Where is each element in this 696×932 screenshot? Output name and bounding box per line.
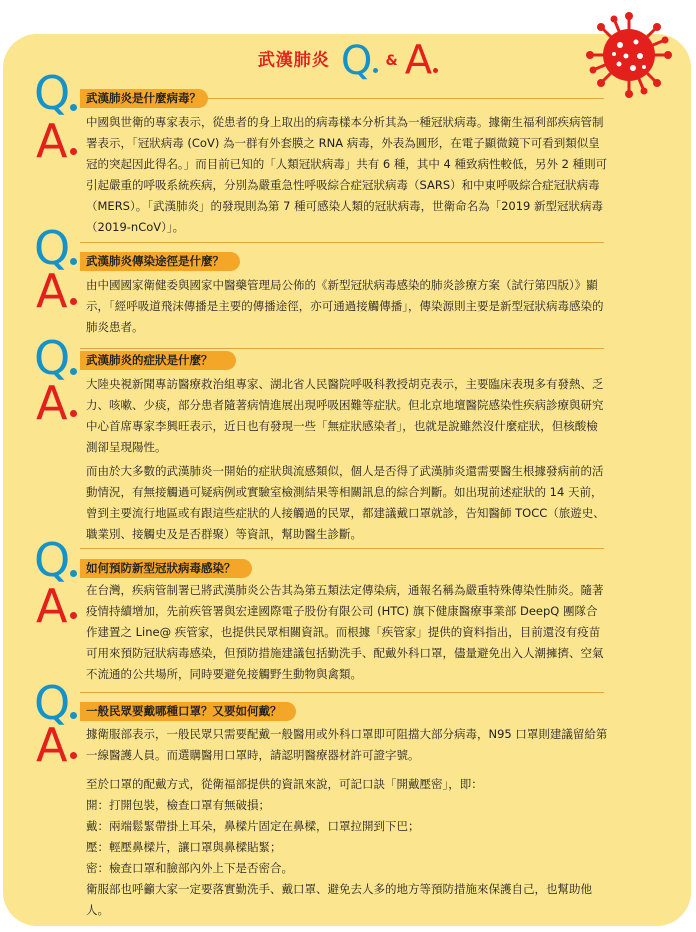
question-text: 武漢肺炎是什麼病毒？ — [86, 91, 201, 105]
a-mark: A — [36, 579, 68, 633]
a-dot — [70, 298, 77, 305]
a-mark: A — [36, 376, 68, 430]
answer-line: 戴：兩端鬆緊帶掛上耳朵，鼻樑片固定在鼻樑，口罩拉開到下巴； — [86, 819, 420, 833]
question-rule — [80, 692, 604, 693]
answer-line: 壓：輕壓鼻樑片，讓口罩與鼻樑貼緊； — [86, 840, 282, 854]
question-rule — [80, 548, 604, 549]
q-mark: Q — [34, 66, 71, 120]
answer-paragraph: 據衛服部表示，一般民眾只需要配戴一般醫用或外科口罩即可阻擋大部分病毒，N95 口罩則建議留給第一線醫護人員。而選購醫用口罩時，請認明醫療器材許可證字號。 — [86, 727, 608, 762]
answer-paragraph: 大陸央視新聞專訪醫療救治組專家、湖北省人民醫院呼吸科教授胡克表示，主要臨床表現多有發熱、乏力、咳嗽、少痰，部分患者隨著病情進展出現呼吸困難等症狀。但北京地壇醫院感染性疾病診療與研究中心首席專家李興旺表示，近日也有發現一些「無症狀感染者」，也就是說雖然沒什麼症狀，但核酸檢測卻呈現陽性。 — [86, 377, 604, 454]
question-rule — [80, 348, 604, 349]
q-mark: Q — [34, 676, 71, 730]
q-dot — [70, 258, 77, 265]
question-text: 如何預防新型冠狀病毒感染？ — [86, 561, 236, 575]
answer-paragraph: 中國與世衛的專家表示，從患者的身上取出的病毒樣本分析其為一種冠狀病毒。據衛生福利部疾病管制署表示，「冠狀病毒 (CoV) 為一群有外套膜之 RNA 病毒，外表為圓形，在電子顯微鏡下可看到類似皇冠的突起因此得名。」而目前已知的「人類冠狀病毒」共有 6 種，其中 4 種致病性較低，另外 2 種則可引起嚴重的呼吸系統疾病，分別為嚴重急性呼吸綜合症冠狀病毒（SARS）和中東呼吸綜合症冠狀病毒（MERS）。「武漢肺炎」的發現則為第 7 種可感染人類的冠狀病毒，世衛命名為「2019 新型冠狀病毒（2019-nCoV）」。 — [86, 115, 608, 234]
q-mark: Q — [34, 533, 71, 587]
answer-text — [86, 112, 608, 238]
a-mark: A — [36, 264, 68, 318]
a-mark: A — [36, 114, 68, 168]
title-q-dot — [373, 68, 378, 73]
q-dot — [70, 570, 77, 577]
answer-text — [86, 580, 608, 685]
answer-text — [86, 724, 608, 921]
title-text: 武漢肺炎 — [257, 50, 330, 71]
answer-paragraph: 至於口罩的配戴方式，從衛福部提供的資訊來說，可記口訣「開戴壓密」，即： — [86, 777, 483, 791]
q-dot — [70, 368, 77, 375]
answer-text — [86, 275, 608, 338]
question-text: 武漢肺炎傳染途徑是什麼？ — [86, 254, 224, 268]
a-dot — [70, 752, 77, 759]
answer-paragraph: 在台灣，疾病管制署已將武漢肺炎公告其為第五類法定傳染病，通報名稱為嚴重特殊傳染性肺炎。隨著疫情持續增加，先前疾管署與宏達國際電子股份有限公司 (HTC) 旗下健康醫療事業部 DeepQ 團隊合作建置之 Line@ 疾管家，也提供民眾相關資訊。而根據「疾管家」提供的資料指出，目前還沒有疫苗可用來預防冠狀病毒感染，但預防措施建議包括勤洗手、配戴外科口罩，儘量避免出入人潮擁擠、空氣不流通的公共場所，同時要避免接觸野生動物與禽類。 — [86, 583, 604, 681]
question-text: 一般民眾要戴哪種口罩？又要如何戴？ — [86, 704, 282, 718]
title-amp: & — [385, 52, 398, 69]
q-dot — [70, 104, 77, 111]
q-mark: Q — [34, 331, 71, 385]
a-mark: A — [36, 718, 68, 772]
question-rule — [80, 242, 604, 243]
title-a-dot — [433, 68, 438, 73]
a-dot — [70, 410, 77, 417]
answer-text — [86, 374, 608, 545]
answer-paragraph: 而由於大多數的武漢肺炎一開始的症狀與流感類似，個人是否得了武漢肺炎還需要醫生根據發病前的活動情況，有無接觸過可疑病例或實驗室檢測結果等相關訊息的綜合判斷。如出現前述症狀的 14 天前，曾到主要流行地區或有跟這些症狀的人接觸過的民眾，都建議戴口罩就診，告知醫師 TOCC（旅遊史、職業別、接觸史及是否群聚）等資訊，幫助醫生診斷。 — [86, 464, 605, 541]
q-mark: Q — [34, 221, 71, 275]
title-q: Q — [340, 37, 373, 84]
answer-line: 密：檢查口罩和臉部內外上下是否密合。 — [86, 861, 293, 875]
answer-line: 開：打開包裝，檢查口罩有無破損； — [86, 798, 270, 812]
a-dot — [70, 148, 77, 155]
answer-paragraph: 衛服部也呼籲大家一定要落實勤洗手、戴口罩、避免去人多的地方等預防措施來保護自己，也幫助他人。 — [86, 882, 592, 917]
a-dot — [70, 612, 77, 619]
q-dot — [70, 712, 77, 719]
answer-paragraph: 由中國國家衛健委與國家中醫藥管理局公佈的《新型冠狀病毒感染的肺炎診療方案（試行第四版）》顯示，「經呼吸道飛沫傳播是主要的傳播途徑，亦可通過接觸傳播」，傳染源則主要是新型冠狀病毒感染的肺炎患者。 — [86, 278, 604, 334]
title-a: A — [404, 37, 433, 84]
page-title — [0, 38, 696, 82]
question-text: 武漢肺炎的症狀是什麼？ — [86, 353, 213, 367]
